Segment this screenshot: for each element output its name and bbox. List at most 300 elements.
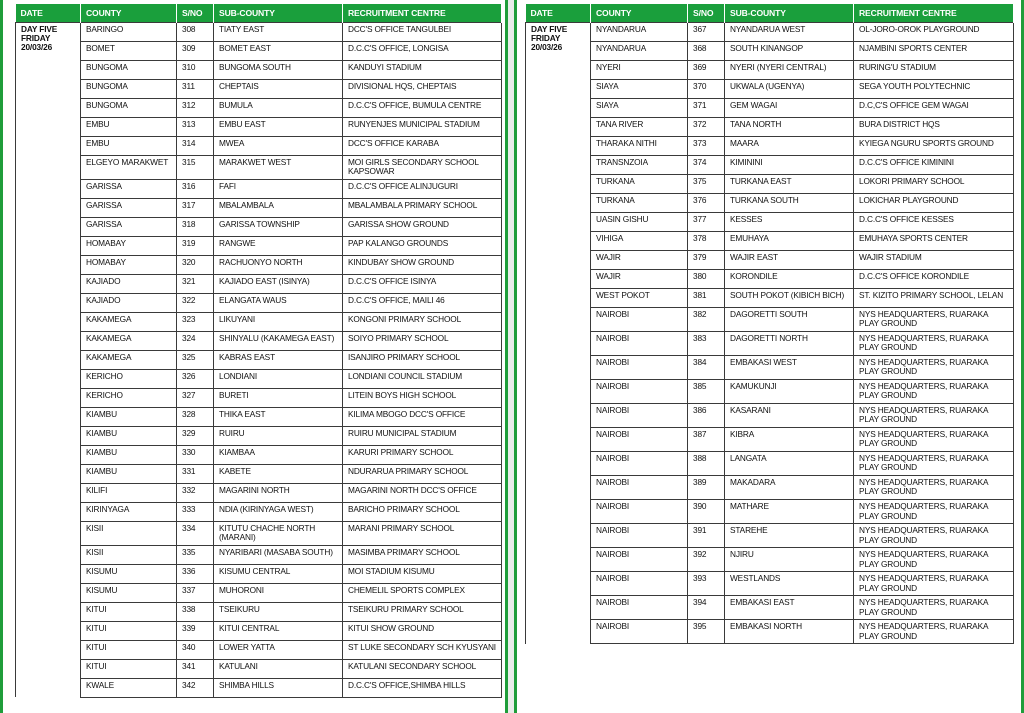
sub-county-cell: GARISSA TOWNSHIP [214,217,343,236]
recruitment-centre-cell: KANDUYI STADIUM [343,60,502,79]
table-row [526,136,1014,155]
table-row [16,22,502,41]
sno-cell: 318 [177,217,214,236]
county-cell: NAIROBI [591,548,688,572]
recruitment-centre-cell: D.C.C'S OFFICE ISINYA [343,274,502,293]
sub-county-cell: LONDIANI [214,369,343,388]
table-row [526,403,1014,427]
table-row [16,217,502,236]
county-cell: BOMET [81,41,177,60]
county-cell: NAIROBI [591,596,688,620]
sub-county-cell: SOUTH POKOT (KIBICH BICH) [725,288,854,307]
county-cell: KITUI [81,659,177,678]
recruitment-centre-cell: NYS HEADQUARTERS, RUARAKA PLAY GROUND [854,572,1014,596]
recruitment-centre-cell: BARICHO PRIMARY SCHOOL [343,502,502,521]
county-cell: KITUI [81,621,177,640]
table-row [16,502,502,521]
table-row [16,602,502,621]
sub-county-cell: KITUI CENTRAL [214,621,343,640]
table-row [16,236,502,255]
recruitment-centre-cell: MBALAMBALA PRIMARY SCHOOL [343,198,502,217]
recruitment-centre-cell: NYS HEADQUARTERS, RUARAKA PLAY GROUND [854,596,1014,620]
table-row [526,379,1014,403]
sub-county-cell: KABETE [214,464,343,483]
recruitment-centre-cell: D.C.C'S OFFICE ALINJUGURI [343,179,502,198]
sub-county-cell: MAGARINI NORTH [214,483,343,502]
sno-cell: 339 [177,621,214,640]
county-cell: EMBU [81,117,177,136]
county-cell: NAIROBI [591,307,688,331]
table-row [16,41,502,60]
recruitment-centre-cell: D.C.C'S OFFICE KORONDILE [854,269,1014,288]
sub-county-cell: FAFI [214,179,343,198]
county-cell: HOMABAY [81,236,177,255]
recruitment-centre-cell: D.C.C'S OFFICE, BUMULA CENTRE [343,98,502,117]
sub-county-cell: BUMULA [214,98,343,117]
sno-cell: 371 [688,98,725,117]
recruitment-centre-cell: KARURI PRIMARY SCHOOL [343,445,502,464]
recruitment-centre-cell: NYS HEADQUARTERS, RUARAKA PLAY GROUND [854,331,1014,355]
header-county: COUNTY [591,4,688,22]
sno-cell: 381 [688,288,725,307]
table-row [526,524,1014,548]
date-label: 20/03/26 [531,41,563,52]
recruitment-centre-cell: SOIYO PRIMARY SCHOOL [343,331,502,350]
table-row [16,678,502,697]
table-row [16,464,502,483]
date-label: 20/03/26 [21,41,53,52]
sno-cell: 308 [177,22,214,41]
sno-cell: 376 [688,193,725,212]
sub-county-cell: NYERI (NYERI CENTRAL) [725,60,854,79]
sub-county-cell: NYANDARUA WEST [725,22,854,41]
sub-county-cell: RUIRU [214,426,343,445]
county-cell: KAKAMEGA [81,331,177,350]
table-row [16,98,502,117]
sub-county-cell: MWEA [214,136,343,155]
sub-county-cell: MUHORONI [214,583,343,602]
table-row [526,231,1014,250]
sub-county-cell: UKWALA (UGENYA) [725,79,854,98]
table-row [16,407,502,426]
county-cell: WAJIR [591,250,688,269]
recruitment-centre-cell: MASIMBA PRIMARY SCHOOL [343,545,502,564]
sno-cell: 311 [177,79,214,98]
county-cell: NAIROBI [591,451,688,475]
recruitment-centre-cell: KYIEGA NGURU SPORTS GROUND [854,136,1014,155]
county-cell: THARAKA NITHI [591,136,688,155]
sub-county-cell: MAARA [725,136,854,155]
sub-county-cell: EMBU EAST [214,117,343,136]
county-cell: BUNGOMA [81,60,177,79]
header-sub-county: SUB-COUNTY [725,4,854,22]
header-county: COUNTY [81,4,177,22]
table-row [16,155,502,179]
table-row [16,312,502,331]
county-cell: KITUI [81,602,177,621]
header-date: DATE [526,4,591,22]
table-row [16,583,502,602]
recruitment-centre-cell: DIVISIONAL HQS, CHEPTAIS [343,79,502,98]
sno-cell: 317 [177,198,214,217]
table-row [16,521,502,545]
recruitment-centre-cell: MARANI PRIMARY SCHOOL [343,521,502,545]
sno-cell: 391 [688,524,725,548]
sub-county-cell: KESSES [725,212,854,231]
sno-cell: 333 [177,502,214,521]
county-cell: NAIROBI [591,403,688,427]
sno-cell: 319 [177,236,214,255]
sno-cell: 328 [177,407,214,426]
sno-cell: 334 [177,521,214,545]
sub-county-cell: SHIMBA HILLS [214,678,343,697]
recruitment-centre-cell: KATULANI SECONDARY SCHOOL [343,659,502,678]
recruitment-centre-cell: D.C.C'S OFFICE KIMININI [854,155,1014,174]
sno-cell: 367 [688,22,725,41]
sub-county-cell: BOMET EAST [214,41,343,60]
county-cell: KIAMBU [81,426,177,445]
header-date: DATE [16,4,81,22]
sub-county-cell: TURKANA EAST [725,174,854,193]
county-cell: KIAMBU [81,464,177,483]
recruitment-centre-cell: NDURARUA PRIMARY SCHOOL [343,464,502,483]
sno-cell: 378 [688,231,725,250]
county-cell: NAIROBI [591,331,688,355]
sub-county-cell: NDIA (KIRINYAGA WEST) [214,502,343,521]
table-body-right [526,22,1014,644]
sno-cell: 374 [688,155,725,174]
sno-cell: 312 [177,98,214,117]
sno-cell: 321 [177,274,214,293]
sub-county-cell: BURETI [214,388,343,407]
county-cell: KERICHO [81,369,177,388]
sno-cell: 368 [688,41,725,60]
county-cell: KISII [81,521,177,545]
recruitment-centre-cell: NYS HEADQUARTERS, RUARAKA PLAY GROUND [854,427,1014,451]
table-row [526,620,1014,644]
recruitment-centre-cell: NYS HEADQUARTERS, RUARAKA PLAY GROUND [854,307,1014,331]
recruitment-centre-cell: KONGONI PRIMARY SCHOOL [343,312,502,331]
county-cell: WAJIR [591,269,688,288]
recruitment-centre-cell: NYS HEADQUARTERS, RUARAKA PLAY GROUND [854,403,1014,427]
recruitment-centre-cell: PAP KALANGO GROUNDS [343,236,502,255]
sub-county-cell: KAMUKUNJI [725,379,854,403]
sub-county-cell: KIMININI [725,155,854,174]
sub-county-cell: KATULANI [214,659,343,678]
sno-cell: 385 [688,379,725,403]
recruitment-centre-cell: RUIRU MUNICIPAL STADIUM [343,426,502,445]
sub-county-cell: NYARIBARI (MASABA SOUTH) [214,545,343,564]
recruitment-centre-cell: WAJIR STADIUM [854,250,1014,269]
sub-county-cell: TANA NORTH [725,117,854,136]
county-cell: TANA RIVER [591,117,688,136]
sno-cell: 340 [177,640,214,659]
table-row [16,60,502,79]
schedule-table-right [525,4,1014,644]
header-recruitment-centre: RECRUITMENT CENTRE [854,4,1014,22]
sno-cell: 337 [177,583,214,602]
sno-cell: 370 [688,79,725,98]
header-sno: S/NO [688,4,725,22]
county-cell: NYANDARUA [591,22,688,41]
county-cell: KAKAMEGA [81,312,177,331]
schedule-table-left [15,4,502,698]
sno-cell: 314 [177,136,214,155]
sno-cell: 309 [177,41,214,60]
table-row [16,445,502,464]
county-cell: BUNGOMA [81,98,177,117]
sub-county-cell: LIKUYANI [214,312,343,331]
recruitment-centre-cell: NYS HEADQUARTERS, RUARAKA PLAY GROUND [854,524,1014,548]
sub-county-cell: SOUTH KINANGOP [725,41,854,60]
day-label: DAY FIVE [531,23,568,34]
recruitment-centre-cell: ST. KIZITO PRIMARY SCHOOL, LELAN [854,288,1014,307]
sub-county-cell: THIKA EAST [214,407,343,426]
county-cell: NAIROBI [591,379,688,403]
table-row [16,331,502,350]
recruitment-centre-cell: LITEIN BOYS HIGH SCHOOL [343,388,502,407]
sub-county-cell: KIBRA [725,427,854,451]
sub-county-cell: SHINYALU (KAKAMEGA EAST) [214,331,343,350]
recruitment-centre-cell: MOI GIRLS SECONDARY SCHOOL KAPSOWAR [343,155,502,179]
sub-county-cell: TIATY EAST [214,22,343,41]
sno-cell: 323 [177,312,214,331]
sno-cell: 331 [177,464,214,483]
sno-cell: 335 [177,545,214,564]
county-cell: BUNGOMA [81,79,177,98]
county-cell: KISUMU [81,564,177,583]
recruitment-centre-cell: MOI STADIUM KISUMU [343,564,502,583]
table-row [16,545,502,564]
sno-cell: 313 [177,117,214,136]
county-cell: BARINGO [81,22,177,41]
county-cell: HOMABAY [81,255,177,274]
sno-cell: 315 [177,155,214,179]
county-cell: NAIROBI [591,475,688,499]
county-cell: TRANSNZOIA [591,155,688,174]
sno-cell: 330 [177,445,214,464]
recruitment-centre-cell: OL-JORO-OROK PLAYGROUND [854,22,1014,41]
recruitment-centre-cell: NYS HEADQUARTERS, RUARAKA PLAY GROUND [854,475,1014,499]
county-cell: NAIROBI [591,572,688,596]
right-page-border [514,0,517,713]
table-row [16,426,502,445]
recruitment-centre-cell: D.C.C'S OFFICE KESSES [854,212,1014,231]
recruitment-centre-cell: RUNYENJES MUNICIPAL STADIUM [343,117,502,136]
sub-county-cell: TURKANA SOUTH [725,193,854,212]
table-row [16,350,502,369]
sno-cell: 329 [177,426,214,445]
table-row [16,621,502,640]
county-cell: KIRINYAGA [81,502,177,521]
table-row [16,369,502,388]
sno-cell: 341 [177,659,214,678]
table-row [526,269,1014,288]
county-cell: SIAYA [591,98,688,117]
table-row [526,212,1014,231]
date-cell [16,22,81,697]
recruitment-centre-cell: D.C.C'S OFFICE,SHIMBA HILLS [343,678,502,697]
sub-county-cell: KIAMBAA [214,445,343,464]
recruitment-centre-cell: SEGA YOUTH POLYTECHNIC [854,79,1014,98]
table-row [526,451,1014,475]
table-row [526,307,1014,331]
left-page-border-right [505,0,508,713]
table-row [16,640,502,659]
recruitment-centre-cell: MAGARINI NORTH DCC'S OFFICE [343,483,502,502]
recruitment-centre-cell: LOKORI PRIMARY SCHOOL [854,174,1014,193]
table-row [526,60,1014,79]
recruitment-centre-cell: KINDUBAY SHOW GROUND [343,255,502,274]
county-cell: ELGEYO MARAKWET [81,155,177,179]
county-cell: NYANDARUA [591,41,688,60]
weekday-label: FRIDAY [21,32,51,43]
recruitment-centre-cell: BURA DISTRICT HQS [854,117,1014,136]
day-label: DAY FIVE [21,23,58,34]
sub-county-cell: MATHARE [725,500,854,524]
table-row [16,388,502,407]
sub-county-cell: KASARANI [725,403,854,427]
recruitment-centre-cell: D.C.C'S OFFICE, MAILI 46 [343,293,502,312]
table-row [16,79,502,98]
sno-cell: 382 [688,307,725,331]
sno-cell: 380 [688,269,725,288]
county-cell: SIAYA [591,79,688,98]
sub-county-cell: STAREHE [725,524,854,548]
county-cell: KIAMBU [81,407,177,426]
sub-county-cell: WAJIR EAST [725,250,854,269]
table-row [526,572,1014,596]
sub-county-cell: MAKADARA [725,475,854,499]
sno-cell: 389 [688,475,725,499]
county-cell: GARISSA [81,179,177,198]
table-row [16,564,502,583]
recruitment-centre-cell: NYS HEADQUARTERS, RUARAKA PLAY GROUND [854,355,1014,379]
table-header-row [526,4,1014,22]
sno-cell: 386 [688,403,725,427]
sub-county-cell: KORONDILE [725,269,854,288]
weekday-label: FRIDAY [531,32,561,43]
recruitment-centre-cell: DCC'S OFFICE TANGULBEI [343,22,502,41]
sno-cell: 332 [177,483,214,502]
sno-cell: 369 [688,60,725,79]
header-sno: S/NO [177,4,214,22]
recruitment-centre-cell: D.C,C'S OFFICE GEM WAGAI [854,98,1014,117]
county-cell: TURKANA [591,174,688,193]
table-header-row [16,4,502,22]
sub-county-cell: GEM WAGAI [725,98,854,117]
table-row [526,79,1014,98]
sub-county-cell: EMBAKASI NORTH [725,620,854,644]
table-body-left [16,22,502,697]
recruitment-centre-cell: RURING'U STADIUM [854,60,1014,79]
sub-county-cell: KITUTU CHACHE NORTH (MARANI) [214,521,343,545]
table-row [16,293,502,312]
sno-cell: 379 [688,250,725,269]
county-cell: KILIFI [81,483,177,502]
recruitment-centre-cell: LOKICHAR PLAYGROUND [854,193,1014,212]
sno-cell: 327 [177,388,214,407]
county-cell: TURKANA [591,193,688,212]
sub-county-cell: LOWER YATTA [214,640,343,659]
sub-county-cell: TSEIKURU [214,602,343,621]
table-row [526,174,1014,193]
sub-county-cell: EMBAKASI WEST [725,355,854,379]
recruitment-centre-cell: KILIMA MBOGO DCC'S OFFICE [343,407,502,426]
county-cell: KAJIADO [81,274,177,293]
county-cell: KERICHO [81,388,177,407]
table-row [16,179,502,198]
county-cell: NYERI [591,60,688,79]
county-cell: KAKAMEGA [81,350,177,369]
sub-county-cell: CHEPTAIS [214,79,343,98]
county-cell: NAIROBI [591,427,688,451]
sno-cell: 388 [688,451,725,475]
sub-county-cell: MBALAMBALA [214,198,343,217]
county-cell: KWALE [81,678,177,697]
table-row [526,500,1014,524]
sno-cell: 390 [688,500,725,524]
sub-county-cell: KABRAS EAST [214,350,343,369]
county-cell: KAJIADO [81,293,177,312]
county-cell: KISUMU [81,583,177,602]
table-row [16,274,502,293]
county-cell: KITUI [81,640,177,659]
table-row [526,331,1014,355]
sno-cell: 392 [688,548,725,572]
sno-cell: 324 [177,331,214,350]
sub-county-cell: ELANGATA WAUS [214,293,343,312]
sno-cell: 372 [688,117,725,136]
recruitment-centre-cell: NYS HEADQUARTERS, RUARAKA PLAY GROUND [854,379,1014,403]
sno-cell: 342 [177,678,214,697]
table-row [16,136,502,155]
sub-county-cell: EMBAKASI EAST [725,596,854,620]
sno-cell: 394 [688,596,725,620]
left-page-border [0,0,3,713]
table-row [526,355,1014,379]
recruitment-centre-cell: ST LUKE SECONDARY SCH KYUSYANI [343,640,502,659]
sno-cell: 310 [177,60,214,79]
sno-cell: 395 [688,620,725,644]
county-cell: NAIROBI [591,355,688,379]
table-row [526,250,1014,269]
sno-cell: 336 [177,564,214,583]
recruitment-centre-cell: D.C.C'S OFFICE, LONGISA [343,41,502,60]
table-row [16,117,502,136]
sub-county-cell: KISUMU CENTRAL [214,564,343,583]
recruitment-centre-cell: NYS HEADQUARTERS, RUARAKA PLAY GROUND [854,500,1014,524]
recruitment-centre-cell: NJAMBINI SPORTS CENTER [854,41,1014,60]
table-row [16,198,502,217]
recruitment-centre-cell: EMUHAYA SPORTS CENTER [854,231,1014,250]
sub-county-cell: DAGORETTI NORTH [725,331,854,355]
right-page [514,0,1024,713]
recruitment-centre-cell: KITUI SHOW GROUND [343,621,502,640]
sno-cell: 322 [177,293,214,312]
sub-county-cell: LANGATA [725,451,854,475]
sub-county-cell: RANGWE [214,236,343,255]
table-row [16,659,502,678]
county-cell: KISII [81,545,177,564]
table-row [16,483,502,502]
recruitment-centre-cell: GARISSA SHOW GROUND [343,217,502,236]
sno-cell: 387 [688,427,725,451]
recruitment-centre-cell: DCC'S OFFICE KARABA [343,136,502,155]
sub-county-cell: RACHUONYO NORTH [214,255,343,274]
county-cell: KIAMBU [81,445,177,464]
sno-cell: 373 [688,136,725,155]
